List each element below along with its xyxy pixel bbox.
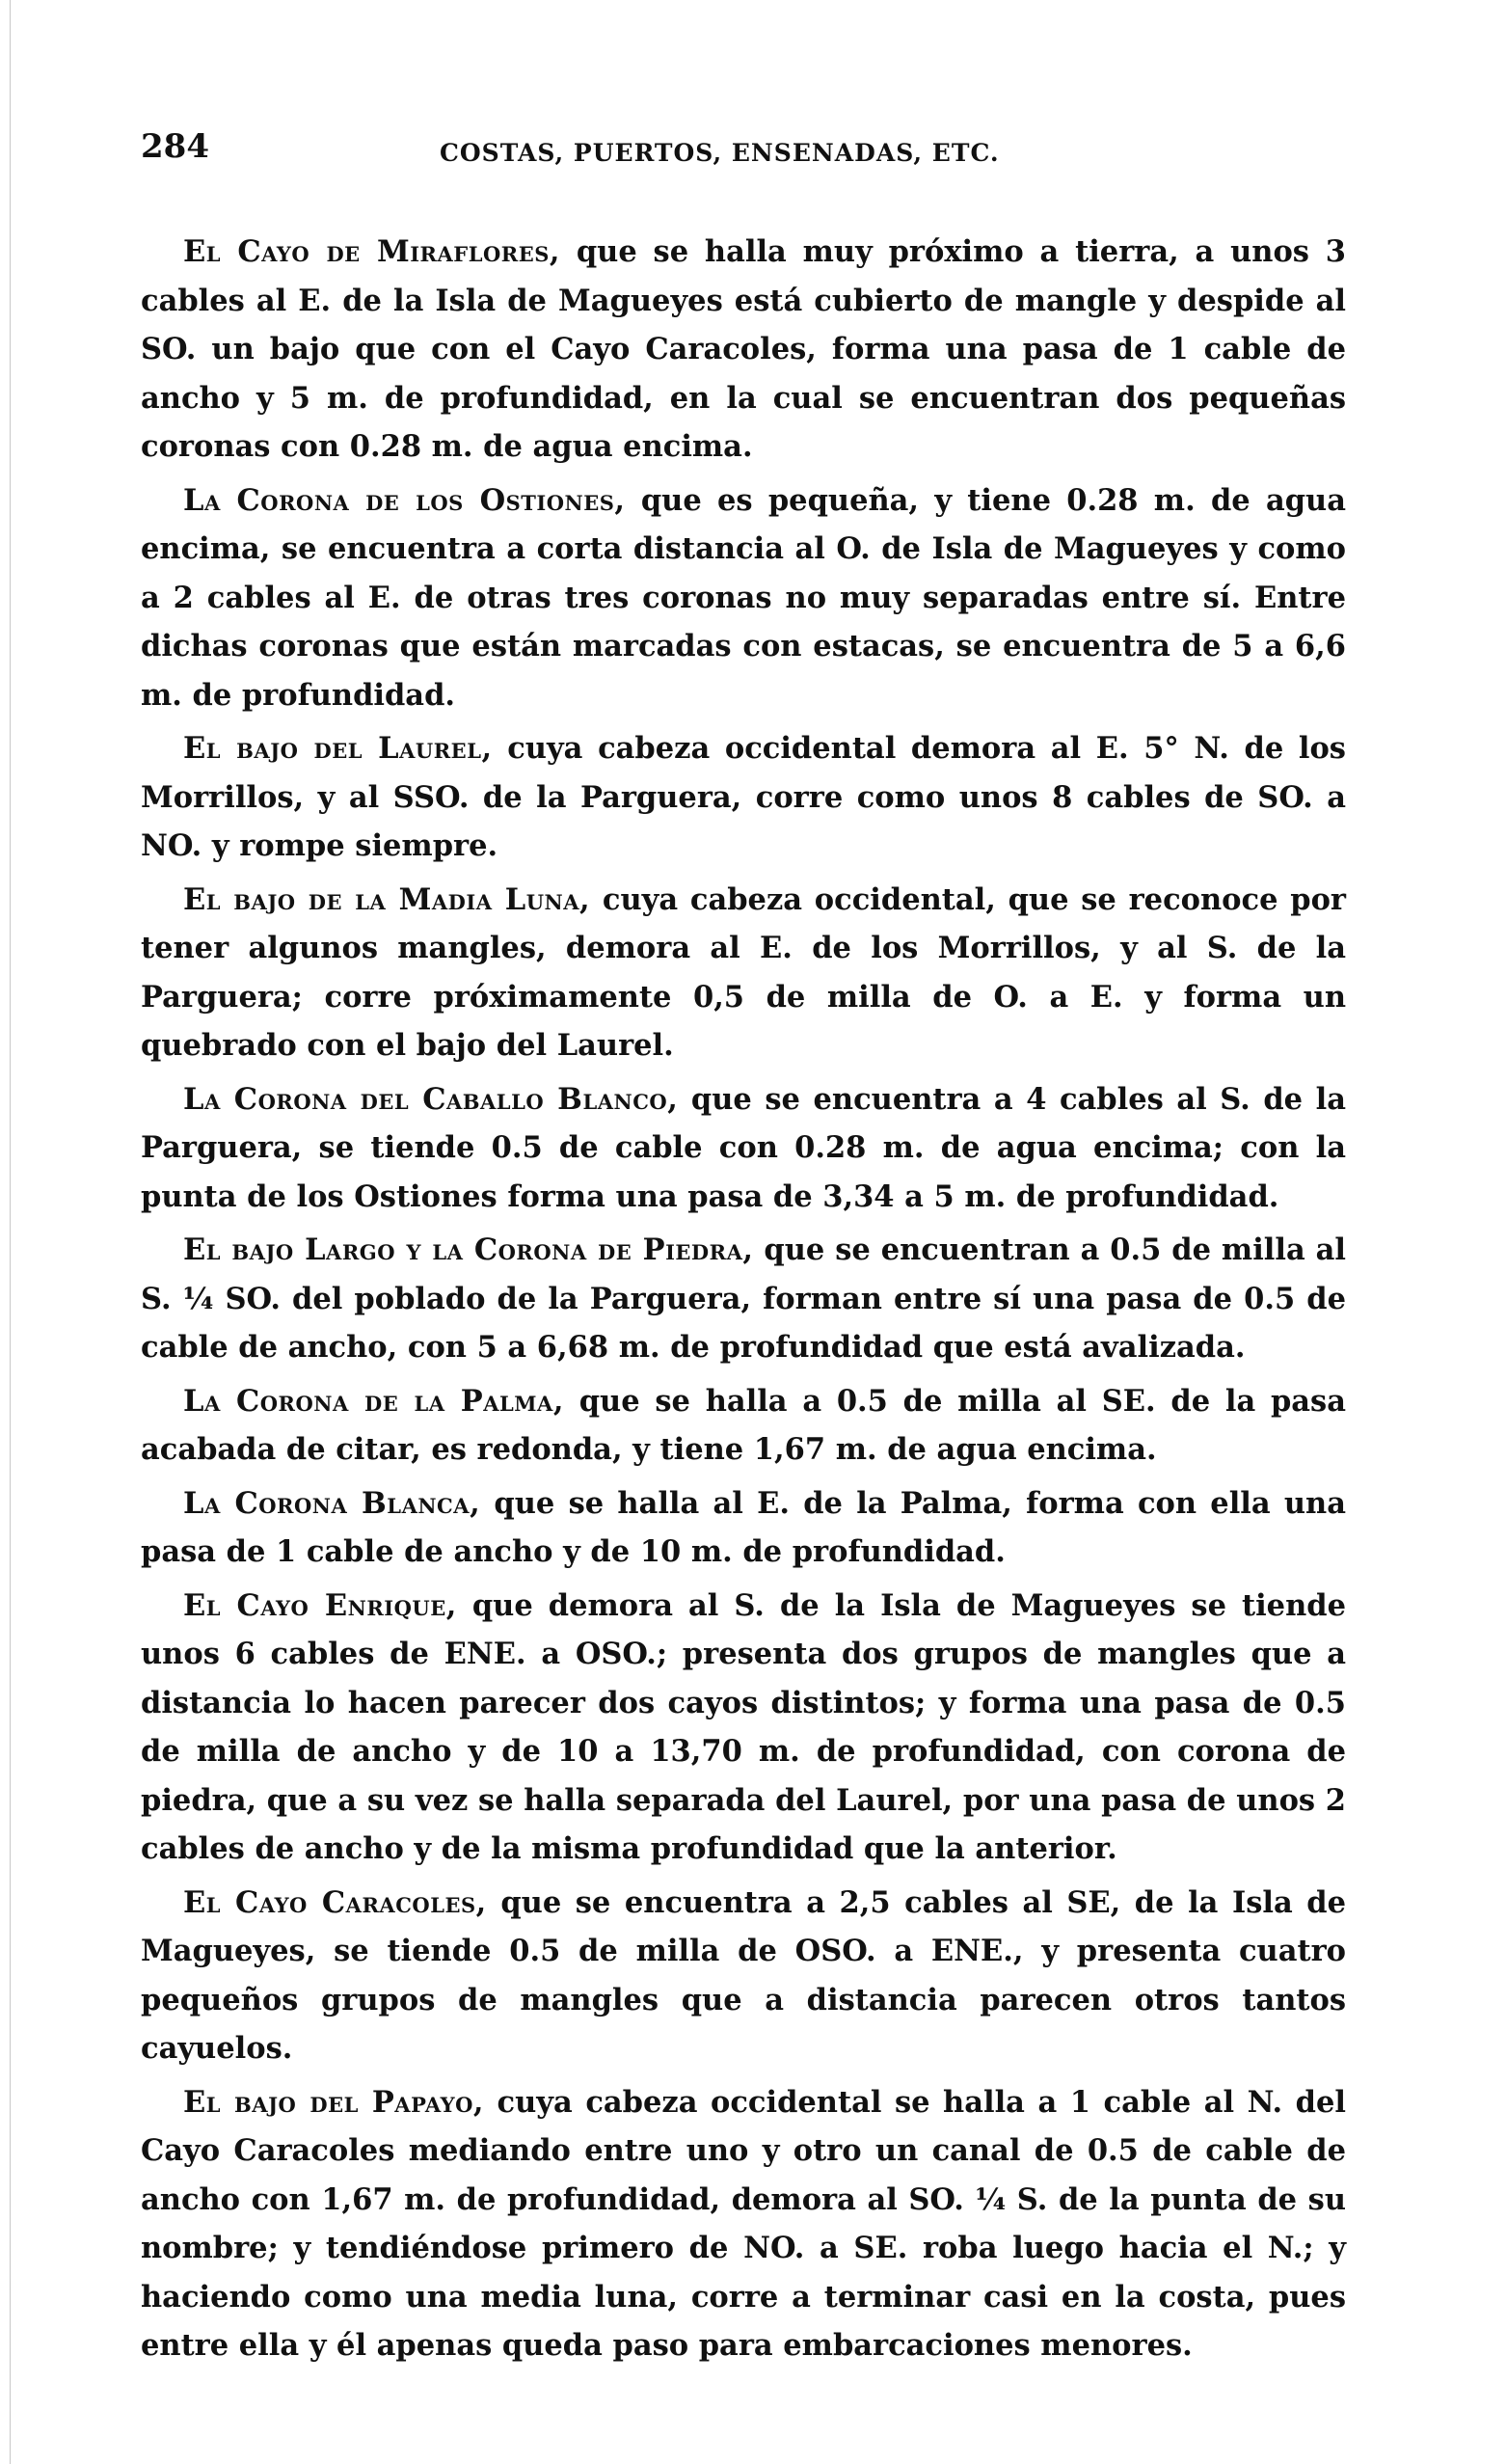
paragraph-corona-blanca <box>141 1479 1346 1577</box>
page-number: 284 <box>141 127 209 166</box>
paragraph-lead: La Corona de la Palma, <box>183 1383 564 1419</box>
paragraph-lead: El bajo de la Madia Luna, <box>183 881 591 917</box>
book-page <box>141 127 1346 2375</box>
paragraph-lead: El bajo del Laurel, <box>183 731 493 766</box>
paragraph-lead: El bajo Largo y la Corona de Piedra, <box>183 1232 754 1267</box>
paragraph-text: que se halla al E. de la Palma, forma con ella una pasa de 1 cable de ancho y de 10 m. de profundidad. <box>141 1485 1346 1569</box>
paragraph-lead: El Cayo Enrique, <box>183 1587 457 1623</box>
paragraph-cayo-caracoles <box>141 1879 1346 2073</box>
paragraph-text: cuya cabeza occidental demora al E. 5° N. de los Morrillos, y al SSO. de la Parguera, corre como unos 8 cables de SO. a NO. y rompe siempre. <box>141 731 1346 863</box>
paragraph-bajo-largo <box>141 1226 1346 1372</box>
paragraph-lead: La Corona de los Ostiones, <box>183 482 626 518</box>
paragraph-corona-caballo-blanco <box>141 1075 1346 1222</box>
paragraph-bajo-papayo <box>141 2078 1346 2370</box>
paragraph-text: cuya cabeza occidental, que se reconoce por tener algunos mangles, demora al E. de los Morrillos, y al S. de la Parguera; corre próximamente 0,5 de milla de O. a E. y forma un quebrado con el bajo del Laurel. <box>141 881 1346 1063</box>
scan-edge-line <box>10 0 11 2464</box>
paragraph-lead: La Corona Blanca, <box>183 1485 481 1521</box>
paragraph-text: que se encuentran a 0.5 de milla al S. ¼ SO. del poblado de la Parguera, forman entre sí una pasa de 0.5 de cable de ancho, con 5 a 6,68 m. de profundidad que está avalizada. <box>141 1232 1346 1365</box>
paragraph-bajo-laurel <box>141 724 1346 871</box>
paragraph-lead: El Cayo de Miraflores, <box>183 234 561 269</box>
paragraph-text: cuya cabeza occidental se halla a 1 cable al N. del Cayo Caracoles mediando entre uno y otro un canal de 0.5 de cable de ancho con 1,67 m. de profundidad, demora al SO. ¼ S. de la punta de su nombre; y tendiéndose primero de NO. a SE. roba luego hacia el N.; y haciendo como una media luna, corre a terminar casi en la costa, pues entre ella y él apenas queda paso para embarcaciones menores. <box>141 2084 1346 2363</box>
paragraph-text: que es pequeña, y tiene 0.28 m. de agua encima, se encuentra a corta distancia al O. de Isla de Magueyes y como a 2 cables al E. de otras tres coronas no muy separadas entre sí. Entre dichas coronas que están marcadas con estacas, se encuentra de 5 a 6,6 m. de profundidad. <box>141 482 1346 713</box>
paragraph-text: que se encuentra a 4 cables al S. de la Parguera, se tiende 0.5 de cable con 0.28 m. de agua encima; con la punta de los Ostiones forma una pasa de 3,34 a 5 m. de profundidad. <box>141 1081 1346 1214</box>
paragraph-lead: El bajo del Papayo, <box>183 2084 485 2120</box>
paragraph-text: que se encuentra a 2,5 cables al SE, de la Isla de Magueyes, se tiende 0.5 de milla de OSO. a ENE., y presenta cuatro pequeños grupos de mangles que a distancia parecen otros tantos cayuelos. <box>141 1884 1347 2066</box>
paragraph-lead: El Cayo Caracoles, <box>183 1884 487 1920</box>
paragraph-cayo-enrique <box>141 1582 1346 1874</box>
running-title: COSTAS, PUERTOS, ENSENADAS, ETC. <box>440 139 1000 167</box>
running-head <box>141 127 1346 185</box>
paragraph-corona-ostiones <box>141 476 1346 720</box>
paragraph-corona-palma <box>141 1377 1346 1475</box>
paragraph-lead: La Corona del Caballo Blanco, <box>183 1081 679 1117</box>
paragraph-bajo-media-luna <box>141 876 1346 1070</box>
paragraph-text: que se halla muy próximo a tierra, a unos 3 cables al E. de la Isla de Magueyes está cubierto de mangle y despide al SO. un bajo que con el Cayo Caracoles, forma una pasa de 1 cable de ancho y 5 m. de profundidad, en la cual se encuentran dos pequeñas coronas con 0.28 m. de agua encima. <box>141 234 1346 464</box>
paragraph-text: que demora al S. de la Isla de Magueyes se tiende unos 6 cables de ENE. a OSO.; presenta dos grupos de mangles que a distancia lo hacen parecer dos cayos distintos; y forma una pasa de 0.5 de milla de ancho y de 10 a 13,70 m. de profundidad, con corona de piedra, que a su vez se halla separada del Laurel, por una pasa de unos 2 cables de ancho y de la misma profundidad que la anterior. <box>141 1587 1346 1866</box>
paragraph-text: que se halla a 0.5 de milla al SE. de la pasa acabada de citar, es redonda, y tiene 1,67 m. de agua encima. <box>141 1383 1346 1467</box>
paragraph-cayo-miraflores <box>141 228 1346 472</box>
